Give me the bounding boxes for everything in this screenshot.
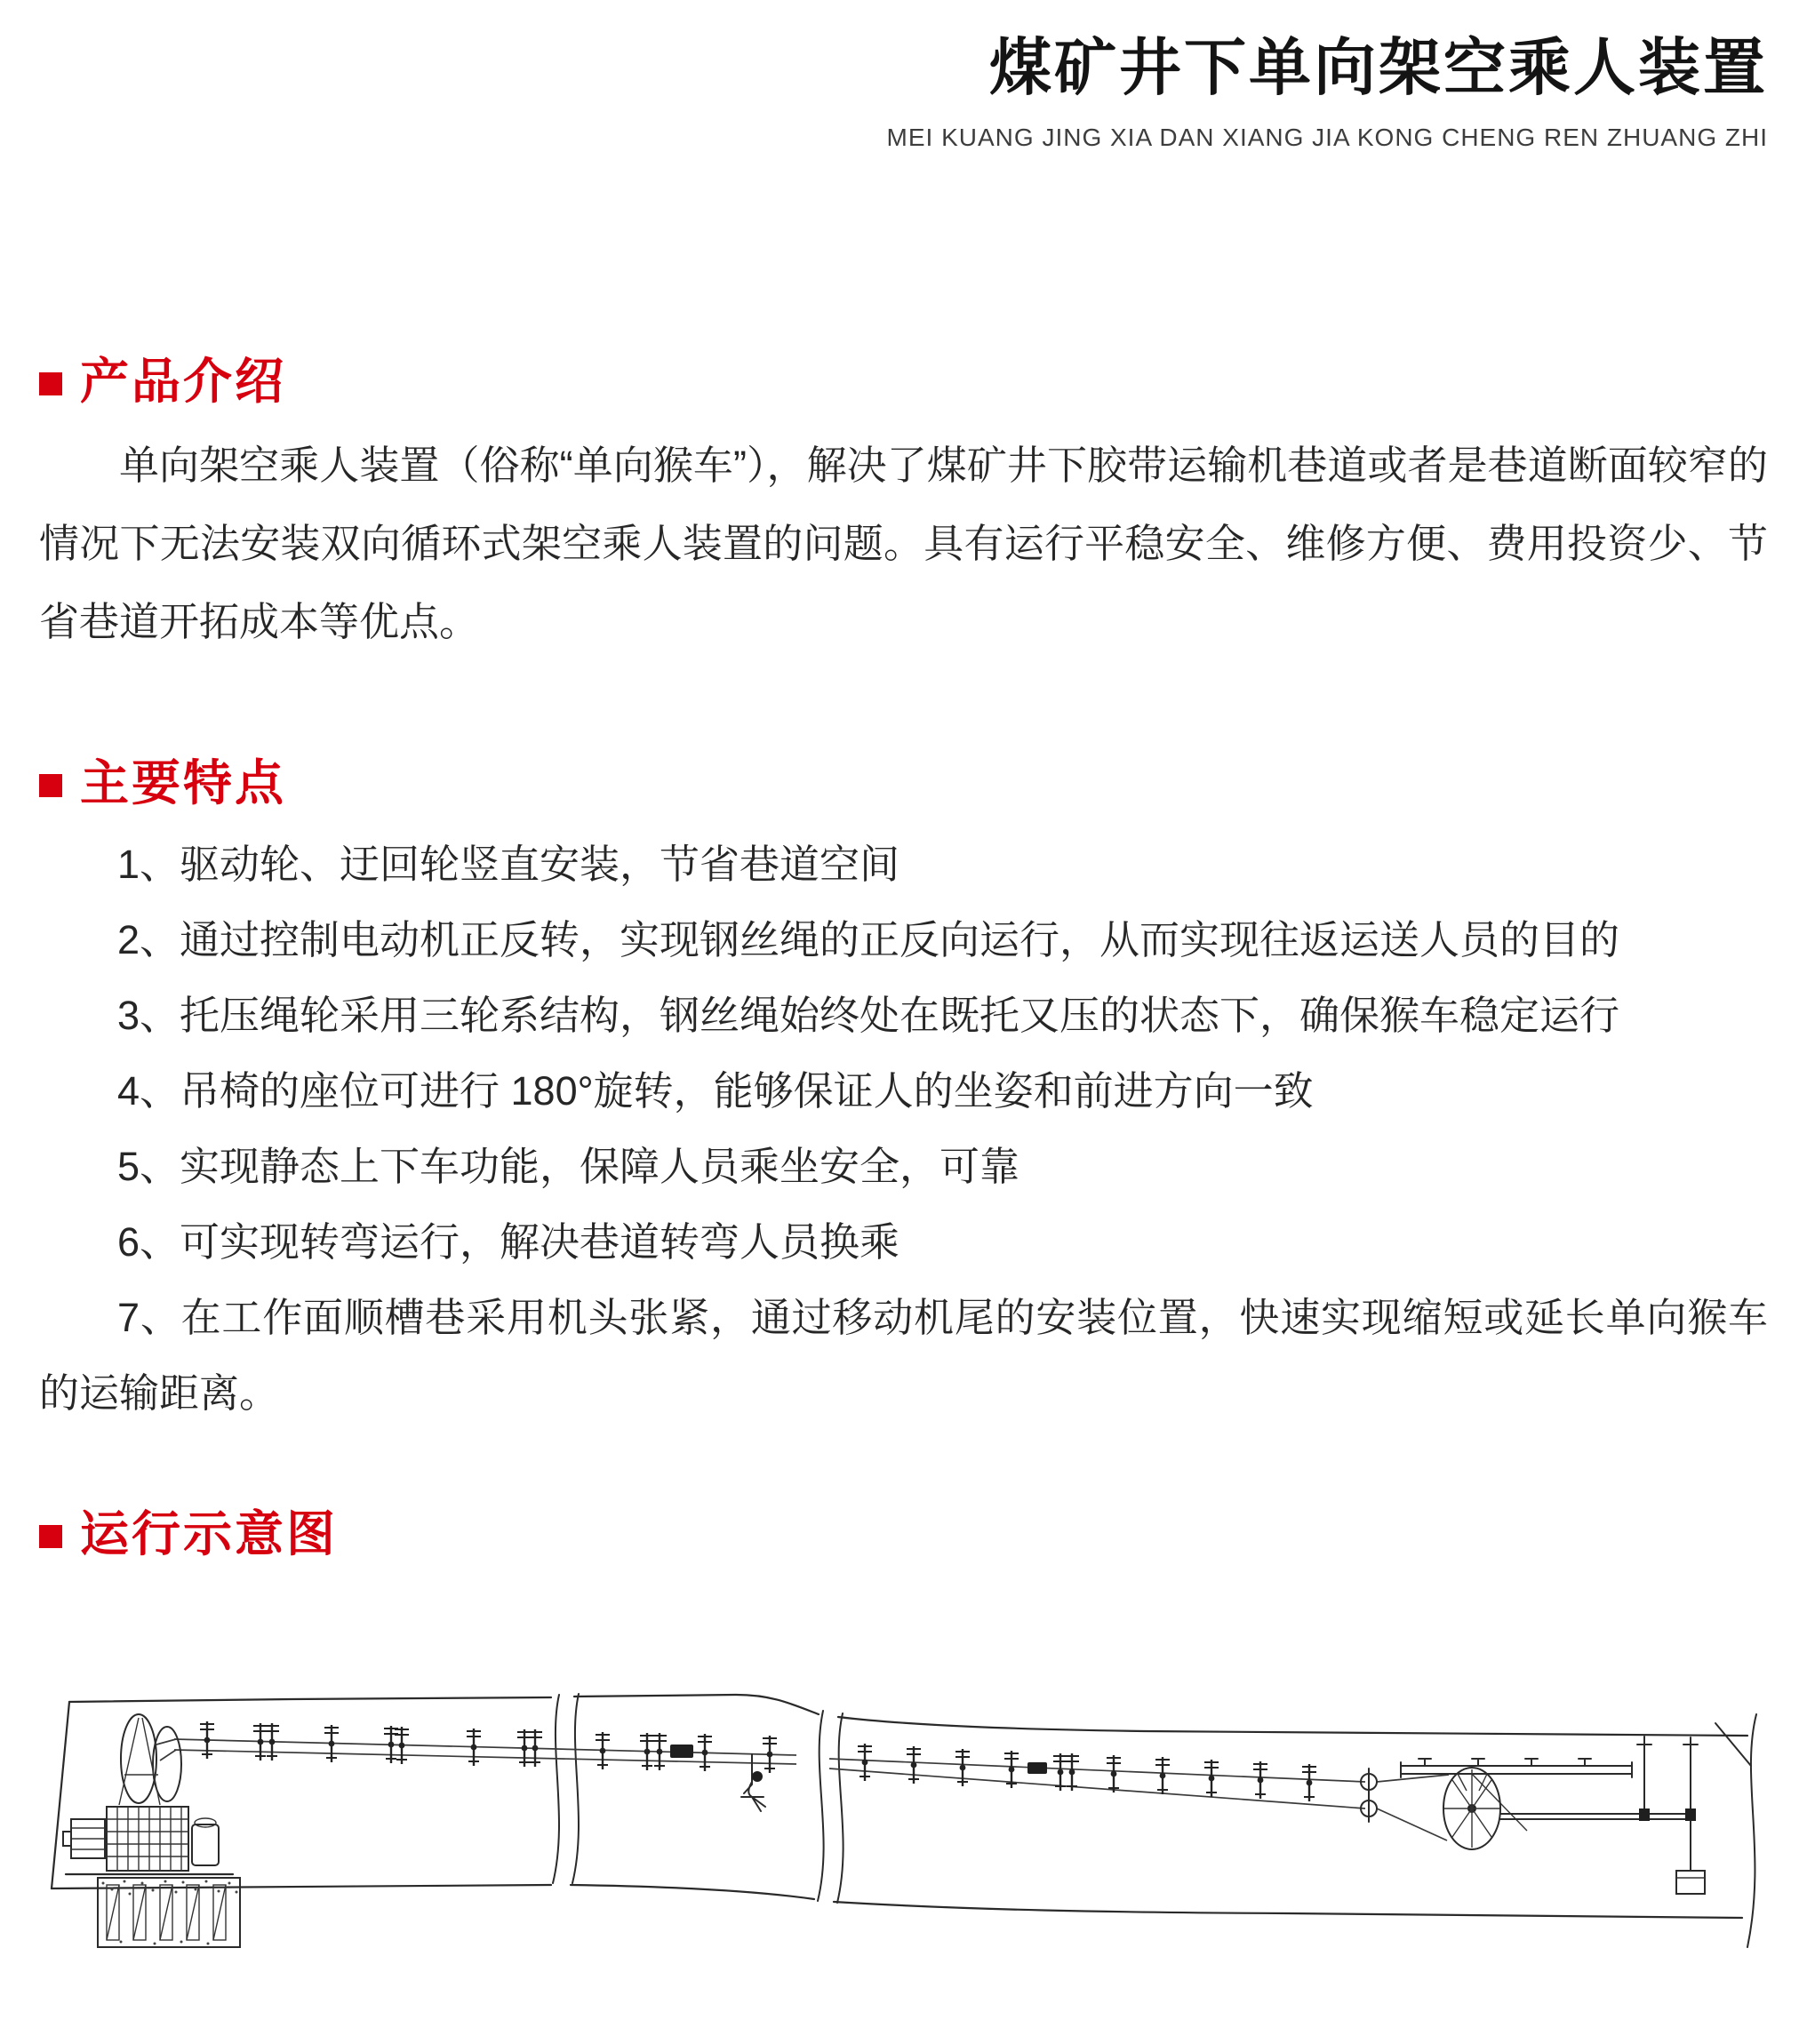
operation-diagram-svg xyxy=(25,1684,1785,1977)
red-square-bullet-icon xyxy=(39,372,62,395)
feature-item-6: 6、可实现转弯运行，解决巷道转弯人员换乘 xyxy=(117,1219,900,1265)
operation-diagram-drawing xyxy=(25,1684,1785,1977)
feature-item-3: 3、托压绳轮采用三轮系结构，钢丝绳始终处在既托又压的状态下，确保猴车稳定运行 xyxy=(117,993,1620,1038)
red-square-bullet-icon xyxy=(39,1525,62,1548)
feature-item-1: 1、驱动轮、迂回轮竖直安装，节省巷道空间 xyxy=(117,842,900,887)
rope-clamp xyxy=(670,1745,693,1758)
section-heading-features xyxy=(39,754,1768,812)
section-main-features xyxy=(39,754,1768,1431)
break-line-middle xyxy=(818,1711,844,1903)
title-block xyxy=(887,30,1768,153)
counterweight xyxy=(1676,1821,1705,1894)
drive-motor xyxy=(63,1819,105,1858)
hydraulic-tank xyxy=(192,1818,219,1865)
feature-item-5: 5、实现静态上下车功能，保障人员乘坐安全，可靠 xyxy=(117,1144,1020,1189)
rope-clamp xyxy=(1027,1762,1047,1774)
section-heading-intro xyxy=(39,352,1768,411)
feature-item-2: 2、通过控制电动机正反转，实现钢丝绳的正反向运行，从而实现往返运送人员的目的 xyxy=(117,917,1620,962)
feature-item-4: 4、吊椅的座位可进行 180°旋转，能够保证人的坐姿和前进方向一致 xyxy=(117,1068,1314,1114)
gearbox xyxy=(107,1807,188,1871)
return-wheel xyxy=(1443,1768,1500,1849)
section-heading-features-label: 主要特点 xyxy=(80,755,287,810)
feature-list xyxy=(39,826,1768,1431)
hanger-rods xyxy=(1637,1737,1698,1821)
break-line-right xyxy=(1715,1714,1756,1947)
foundation-speckle xyxy=(102,1880,238,1945)
intro-paragraph: 单向架空乘人装置（俗称“单向猴车”），解决了煤矿井下胶带运输机巷道或者是巷道断面较窄的情况下无法安装双向循环式架空乘人装置的问题。具有运行平稳安全、维修方便、费用投资少、节省巷道开拓成本等优点。 xyxy=(39,443,1768,644)
red-square-bullet-icon xyxy=(39,774,62,797)
section-heading-diagram-label: 运行示意图 xyxy=(80,1506,339,1561)
tunnel-outline xyxy=(52,1695,1747,1918)
wire-rope xyxy=(174,1739,1449,1840)
guide-pulleys xyxy=(1361,1769,1377,1822)
drive-wheels xyxy=(119,1714,181,1805)
page-subtitle-pinyin: MEI KUANG JING XIA DAN XIANG JIA KONG CHENG REN ZHUANG ZHI xyxy=(886,124,1768,151)
section-heading-intro-label: 产品介绍 xyxy=(80,354,287,409)
section-heading-diagram xyxy=(39,1505,1768,1563)
page-title: 煤矿井下单向架空乘人装置 xyxy=(989,33,1768,102)
break-line-left xyxy=(553,1694,579,1883)
feature-item-7: 7、在工作面顺槽巷采用机头张紧，通过移动机尾的安装位置，快速实现缩短或延长单向猴车的运输距离。 xyxy=(39,1295,1768,1416)
section-product-intro xyxy=(39,352,1768,661)
section-operation-diagram xyxy=(39,1505,1768,1563)
rope-hangers xyxy=(200,1721,1316,1801)
